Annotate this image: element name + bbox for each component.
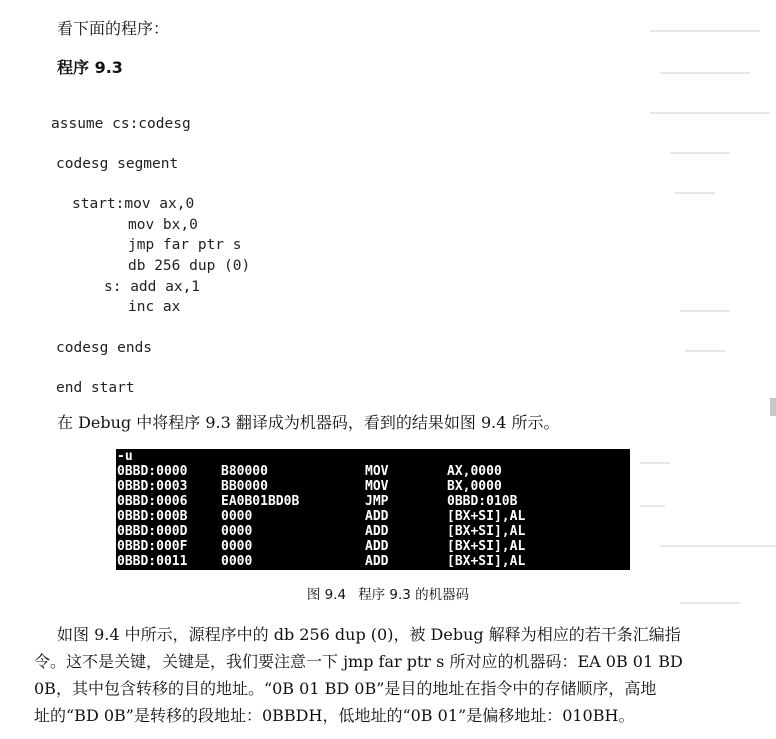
code-line-db: db 256 dup (0) — [128, 258, 251, 274]
code-line-inc: inc ax — [128, 299, 181, 315]
debug-machine-code: B80000 — [221, 464, 268, 479]
debug-address: 0BBD:000F — [117, 539, 188, 554]
code-line-mov-bx: mov bx,0 — [128, 217, 198, 233]
paragraph-debug-intro: 在 Debug 中将程序 9.3 翻译成为机器码，看到的结果如图 9.4 所示。 — [57, 413, 560, 432]
debug-machine-code: 0000 — [221, 524, 253, 539]
code-line-segment: codesg segment — [56, 156, 179, 172]
debug-opcode: MOV — [365, 464, 389, 479]
code-line-s-add: s: add ax,1 — [104, 279, 201, 295]
debug-machine-code: 0000 — [221, 539, 253, 554]
debug-address: 0BBD:0000 — [117, 464, 188, 479]
figure-caption — [0, 585, 776, 605]
debug-operand: [BX+SI],AL — [447, 524, 526, 539]
paragraph2-line: 如图 9.4 中所示，源程序中的 db 256 dup (0)，被 Debug 解释为相应的若干条汇编指 — [57, 625, 681, 644]
debug-machine-code: 0000 — [221, 509, 253, 524]
debug-operand: [BX+SI],AL — [447, 539, 526, 554]
code-line-start: start:mov ax,0 — [72, 196, 195, 212]
paragraph2-line: 令。这不是关键，关键是，我们要注意一下 jmp far ptr s 所对应的机器码：EA 0B 01 BD — [34, 652, 683, 671]
debug-address: 0BBD:000B — [117, 509, 188, 524]
debug-machine-code: BB0000 — [221, 479, 268, 494]
debug-opcode: MOV — [365, 479, 389, 494]
intro-text: 看下面的程序： — [57, 19, 170, 38]
debug-opcode: JMP — [365, 494, 389, 509]
debug-screenshot — [116, 449, 630, 570]
code-line-jmp: jmp far ptr s — [128, 237, 242, 253]
figure-caption-text: 程序 9.3 的机器码 — [358, 587, 470, 603]
debug-opcode: ADD — [365, 509, 389, 524]
debug-operand: [BX+SI],AL — [447, 509, 526, 524]
paragraph2-line: 0B，其中包含转移的目的地址。“0B 01 BD 0B”是目的地址在指令中的存储顺序，高地 — [34, 679, 657, 698]
paragraph2-line: 址的“BD 0B”是转移的段地址：0BBDH，低地址的“0B 01”是偏移地址：010BH。 — [34, 706, 635, 725]
debug-address: 0BBD:0003 — [117, 479, 188, 494]
debug-operand: BX,0000 — [447, 479, 502, 494]
debug-address: 0BBD:000D — [117, 524, 188, 539]
debug-command: -u — [117, 449, 133, 464]
code-line-ends: codesg ends — [56, 340, 153, 356]
debug-operand: AX,0000 — [447, 464, 502, 479]
debug-machine-code: EA0B01BD0B — [221, 494, 300, 509]
scrollbar-thumb[interactable] — [770, 398, 776, 416]
debug-machine-code: 0000 — [221, 554, 253, 569]
figure-number: 图 9.4 — [306, 587, 347, 603]
debug-opcode: ADD — [365, 539, 389, 554]
debug-opcode: ADD — [365, 554, 389, 569]
program-title: 程序 9.3 — [57, 58, 123, 77]
debug-operand: [BX+SI],AL — [447, 554, 526, 569]
code-line-end: end start — [56, 380, 135, 396]
debug-address: 0BBD:0006 — [117, 494, 188, 509]
debug-operand: 0BBD:010B — [447, 494, 518, 509]
debug-opcode: ADD — [365, 524, 389, 539]
code-line-assume: assume cs:codesg — [51, 116, 191, 132]
debug-address: 0BBD:0011 — [117, 554, 188, 569]
